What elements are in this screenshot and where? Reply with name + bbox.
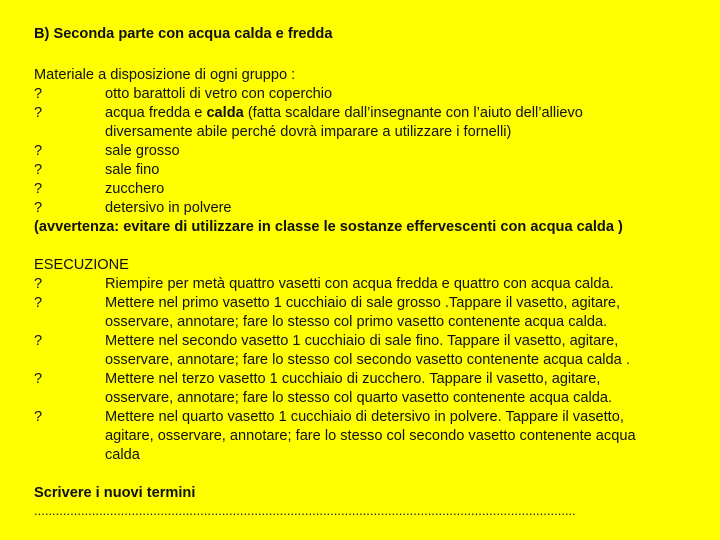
- item-prefix: acqua fredda e: [105, 105, 207, 121]
- step-text: calda: [105, 447, 140, 463]
- bullet-mark: ?: [34, 200, 43, 216]
- step-item: [34, 294, 700, 313]
- item-bold-word: calda: [206, 105, 244, 121]
- step-item-continuation: [34, 351, 700, 370]
- bullet-mark: ?: [34, 86, 43, 102]
- materiale-item: [34, 142, 700, 161]
- materiale-item: [34, 161, 700, 180]
- section-title: B) Seconda parte con acqua calda e fredda: [34, 26, 333, 42]
- warning-note: (avvertenza: evitare di utilizzare in classe le sostanze effervescenti con acqua calda ): [34, 219, 623, 235]
- step-text: Riempire per metà quattro vasetti con acqua fredda e quattro con acqua calda.: [105, 276, 614, 292]
- materiale-item-text: otto barattoli di vetro con coperchio: [105, 86, 333, 102]
- step-item: [34, 275, 700, 294]
- bullet-mark: ?: [34, 409, 43, 425]
- footer-heading: Scrivere i nuovi termini: [34, 485, 196, 501]
- bullet-mark: ?: [34, 371, 43, 387]
- step-item: [34, 332, 700, 351]
- step-item-continuation: [34, 427, 700, 446]
- materiale-item-continuation: [34, 123, 700, 142]
- materiale-item-text: [105, 104, 700, 123]
- step-item-continuation: [34, 389, 700, 408]
- materiale-item-text: sale grosso: [105, 143, 180, 159]
- step-item-continuation: [34, 313, 700, 332]
- step-item: [34, 370, 700, 389]
- step-text: osservare, annotare; fare lo stesso col secondo vasetto contenente acqua calda .: [105, 352, 630, 368]
- bullet-mark: ?: [34, 162, 43, 178]
- bullet-mark: ?: [34, 181, 43, 197]
- bullet-mark: ?: [34, 276, 43, 292]
- step-text: osservare, annotare; fare lo stesso col quarto vasetto contenente acqua calda.: [105, 390, 613, 406]
- bullet-mark: ?: [34, 333, 43, 349]
- bullet-mark: ?: [34, 143, 43, 159]
- answer-dotted-line: ......................................................................................................................................................: [34, 503, 576, 518]
- step-text: Mettere nel primo vasetto 1 cucchiaio di sale grosso .Tappare il vasetto, agitare,: [105, 295, 621, 311]
- item-suffix: (fatta scaldare dall’insegnante con l’aiuto dell’allievo: [243, 105, 583, 121]
- materiale-heading: Materiale a disposizione di ogni gruppo :: [34, 67, 296, 83]
- esecuzione-heading: ESECUZIONE: [34, 257, 129, 273]
- materiale-item: [34, 85, 700, 104]
- step-text: Mettere nel terzo vasetto 1 cucchiaio di zucchero. Tappare il vasetto, agitare,: [105, 371, 601, 387]
- materiale-item: [34, 104, 700, 123]
- materiale-item: [34, 180, 700, 199]
- materiale-item-text: diversamente abile perché dovrà imparare a utilizzare i fornelli): [105, 124, 512, 140]
- materiale-item: [34, 199, 700, 218]
- materiale-item-text: sale fino: [105, 162, 160, 178]
- step-item-continuation: [34, 446, 700, 465]
- step-text: Mettere nel quarto vasetto 1 cucchiaio di detersivo in polvere. Tappare il vasetto,: [105, 409, 624, 425]
- bullet-mark: ?: [34, 105, 43, 121]
- step-text: agitare, osservare, annotare; fare lo stesso col secondo vasetto contenente acqua: [105, 428, 636, 444]
- step-text: osservare, annotare; fare lo stesso col primo vasetto contenente acqua calda.: [105, 314, 608, 330]
- step-item: [34, 408, 700, 427]
- step-text: Mettere nel secondo vasetto 1 cucchiaio di sale fino. Tappare il vasetto, agitare,: [105, 333, 619, 349]
- materiale-item-text: detersivo in polvere: [105, 200, 232, 216]
- document-page: [34, 25, 700, 519]
- materiale-item-text: zucchero: [105, 181, 165, 197]
- bullet-mark: ?: [34, 295, 43, 311]
